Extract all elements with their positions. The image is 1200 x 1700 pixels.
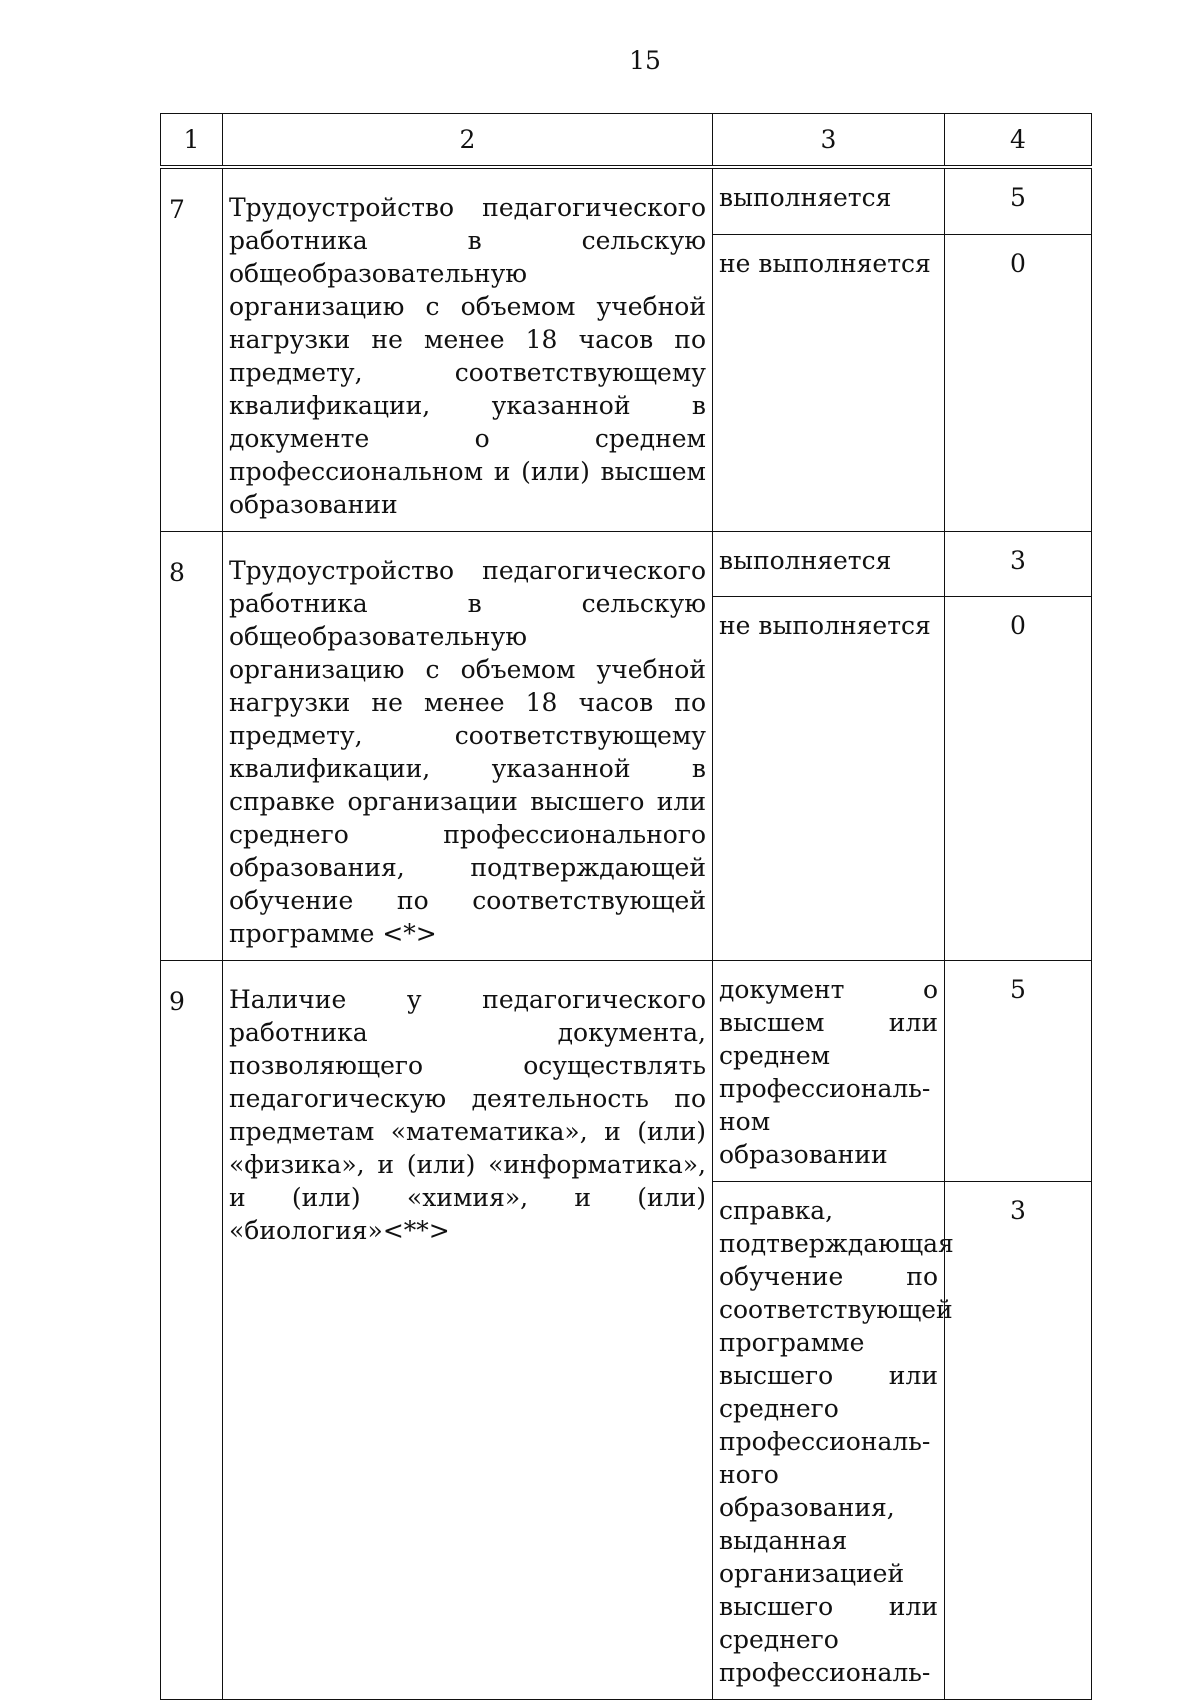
row-description: [223, 167, 713, 532]
column-header: 4: [945, 114, 1092, 168]
row-description-text: Наличие у педагогического работника документа, позволяющего осуществлять педагогическую деятельность по предметам «математика», и (или) «физика», и (или) «информатика», и (или) «химия», и (или) «биология»<**>: [229, 985, 706, 1245]
option-label: документ о высшем или среднем профессиональ-ном образовании: [713, 961, 945, 1182]
row-description-text: Трудоустройство педагогического работника в сельскую общеобразовательную организацию с объемом учебной нагрузки не менее 18 часов по предмету, соответствующему квалификации, указанной в справке организации высшего или среднего профессионального образования, подтверждающей обучение по соответствующей программе <*>: [229, 556, 706, 948]
column-header: 1: [161, 114, 223, 168]
table-row: [161, 961, 1092, 1182]
option-score: 5: [945, 961, 1092, 1182]
option-label: не выполняется: [713, 597, 945, 961]
row-number: 7: [161, 167, 223, 532]
column-header: 2: [223, 114, 713, 168]
option-label: не выполняется: [713, 235, 945, 532]
option-score: 0: [945, 235, 1092, 532]
option-score: 3: [945, 1182, 1092, 1700]
row-number: 9: [161, 961, 223, 1700]
table-row: [161, 532, 1092, 597]
option-score: 5: [945, 167, 1092, 235]
option-score: 0: [945, 597, 1092, 961]
option-label: справка, подтверждающая обучение по соответствующей программе высшего или среднего профессиональ-ного образования, выданная организацией высшего или среднего профессиональ-: [713, 1182, 945, 1700]
row-description-text: Трудоустройство педагогического работника в сельскую общеобразовательную организацию с объемом учебной нагрузки не менее 18 часов по предмету, соответствующему квалификации, указанной в документе о среднем профессиональном и (или) высшем образовании: [229, 193, 706, 519]
table-row: [161, 167, 1092, 235]
table-header-row: [161, 114, 1092, 168]
row-description: [223, 532, 713, 961]
option-label: выполняется: [713, 532, 945, 597]
option-label: выполняется: [713, 167, 945, 235]
page-number: 15: [629, 46, 661, 75]
column-header: 3: [713, 114, 945, 168]
row-description: [223, 961, 713, 1700]
criteria-table: [160, 113, 1092, 1700]
option-score: 3: [945, 532, 1092, 597]
row-number: 8: [161, 532, 223, 961]
